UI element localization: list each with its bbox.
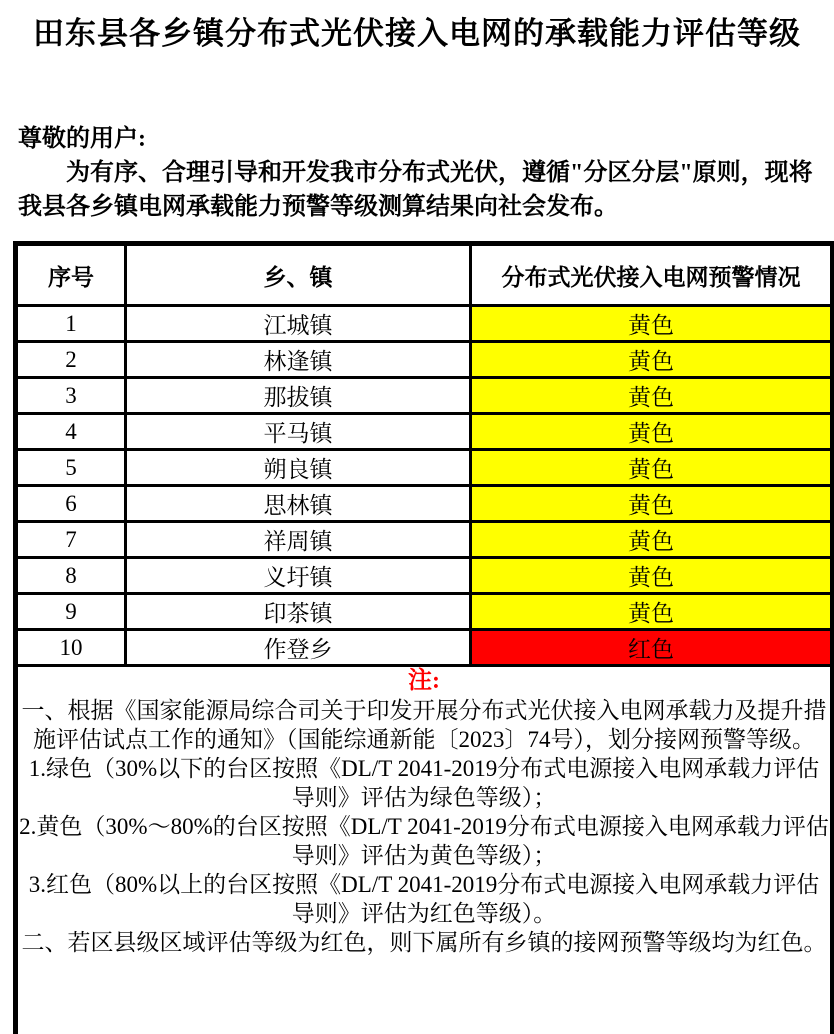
status-badge: 黄色 xyxy=(471,450,833,486)
row-index: 1 xyxy=(16,306,126,342)
status-badge: 黄色 xyxy=(471,306,833,342)
table-row xyxy=(16,630,833,666)
township-name: 平马镇 xyxy=(126,414,471,450)
township-name: 义圩镇 xyxy=(126,558,471,594)
intro-paragraph: 为有序、合理引导和开发我市分布式光伏，遵循"分区分层"原则，现将我县各乡镇电网承载能力预警等级测算结果向社会发布。 xyxy=(18,160,813,220)
table-row xyxy=(16,414,833,450)
row-index: 3 xyxy=(16,378,126,414)
status-badge: 黄色 xyxy=(471,558,833,594)
township-name: 作登乡 xyxy=(126,630,471,666)
table-row xyxy=(16,558,833,594)
header-index: 序号 xyxy=(16,244,126,306)
note-item: 1.绿色（30%以下的台区按照《DL/T 2041-2019分布式电源接入电网承载力评估导则》评估为绿色等级）； xyxy=(28,756,820,810)
greeting-line: 尊敬的用户: xyxy=(18,126,146,152)
page-title: 田东县各乡镇分布式光伏接入电网的承载能力评估等级 xyxy=(33,16,801,51)
township-name: 祥周镇 xyxy=(126,522,471,558)
status-badge: 红色 xyxy=(471,630,833,666)
township-name: 印茶镇 xyxy=(126,594,471,630)
table-row xyxy=(16,306,833,342)
status-badge: 黄色 xyxy=(471,378,833,414)
table-row xyxy=(16,486,833,522)
warning-level-table xyxy=(13,241,834,1034)
notes-row xyxy=(16,666,833,1034)
note-item: 一、根据《国家能源局综合司关于印发开展分布式光伏接入电网承载力及提升措施评估试点工作的通知》（国能综通新能〔2023〕74号），划分接网预警等级。 xyxy=(21,698,827,752)
notes-section xyxy=(16,666,833,1034)
row-index: 2 xyxy=(16,342,126,378)
row-index: 4 xyxy=(16,414,126,450)
row-index: 7 xyxy=(16,522,126,558)
table-row xyxy=(16,594,833,630)
township-name: 那拔镇 xyxy=(126,378,471,414)
row-index: 9 xyxy=(16,594,126,630)
intro-section xyxy=(18,122,818,224)
status-badge: 黄色 xyxy=(471,594,833,630)
table-row xyxy=(16,450,833,486)
table-row xyxy=(16,522,833,558)
row-index: 10 xyxy=(16,630,126,666)
notes-label: 注: xyxy=(408,668,440,694)
header-township: 乡、镇 xyxy=(126,244,471,306)
table-row xyxy=(16,342,833,378)
status-badge: 黄色 xyxy=(471,486,833,522)
note-item: 二、若区县级区域评估等级为红色，则下属所有乡镇的接网预警等级均为红色。 xyxy=(21,930,827,955)
table-header-row xyxy=(16,244,833,306)
township-name: 思林镇 xyxy=(126,486,471,522)
status-badge: 黄色 xyxy=(471,342,833,378)
note-item: 2.黄色（30%～80%的台区按照《DL/T 2041-2019分布式电源接入电网承载力评估导则》评估为黄色等级）； xyxy=(19,814,829,868)
township-name: 林逢镇 xyxy=(126,342,471,378)
status-badge: 黄色 xyxy=(471,414,833,450)
row-index: 6 xyxy=(16,486,126,522)
note-item: 3.红色（80%以上的台区按照《DL/T 2041-2019分布式电源接入电网承载力评估导则》评估为红色等级）。 xyxy=(28,872,820,926)
header-warning-status: 分布式光伏接入电网预警情况 xyxy=(471,244,833,306)
table-row xyxy=(16,378,833,414)
township-name: 朔良镇 xyxy=(126,450,471,486)
status-badge: 黄色 xyxy=(471,522,833,558)
row-index: 8 xyxy=(16,558,126,594)
township-name: 江城镇 xyxy=(126,306,471,342)
row-index: 5 xyxy=(16,450,126,486)
